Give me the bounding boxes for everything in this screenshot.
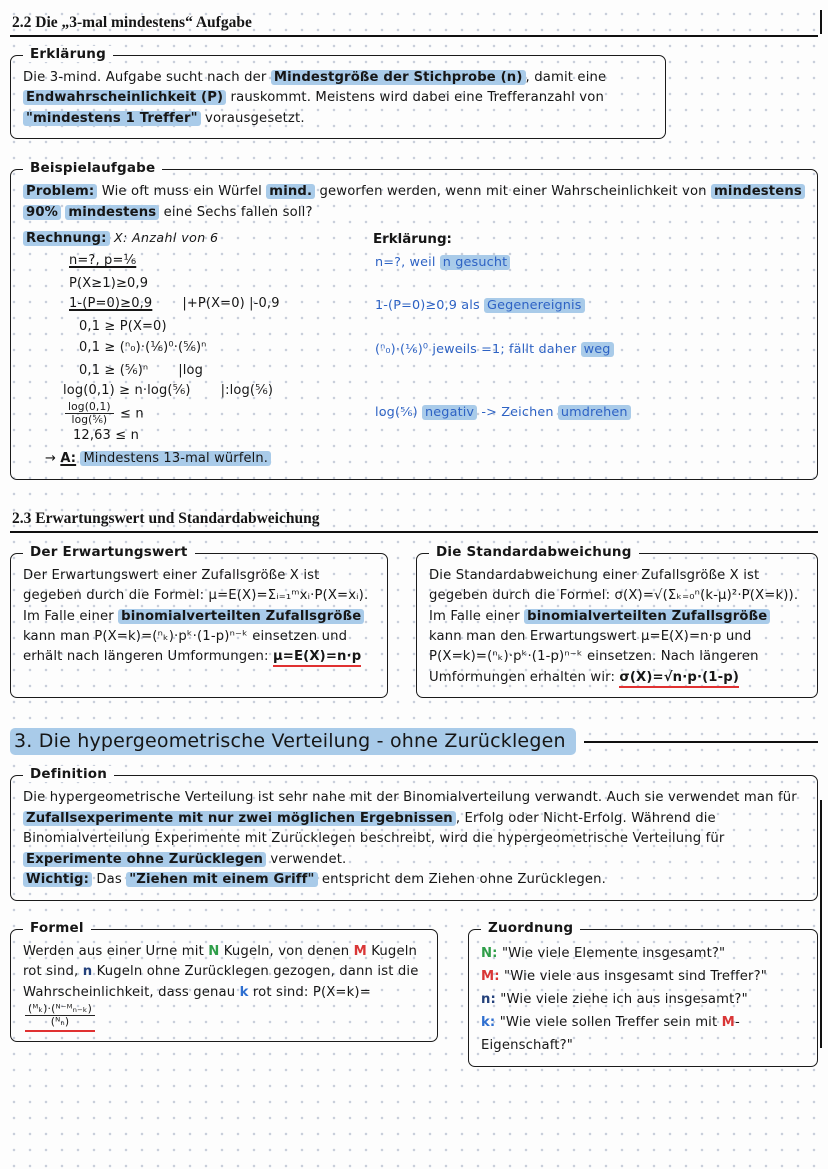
calc-step-math: P(X≥1)≥0,9 (69, 276, 149, 292)
calc-step-note (375, 381, 805, 401)
section-2-3-heading (10, 510, 818, 533)
section-3-heading-text: 3. Die hypergeometrische Verteilung - ohne Zurücklegen (10, 728, 576, 755)
calc-step-row (23, 338, 805, 361)
zuordnung-box (468, 919, 818, 1067)
calc-step-math: 0,1 ≥ (⅚)ⁿ |log (79, 362, 204, 378)
calc-step-note: n=?, weil n gesucht (375, 251, 805, 274)
zuordnung-row-N: N: "Wie viele Elemente insgesamt?" (481, 945, 726, 961)
calc-step-math: 1-(P=0)≥0,9 |+P(X=0) |-0,9 (69, 296, 280, 312)
calc-step-row (23, 426, 805, 446)
formel-text: Werden aus einer Urne mit N Kugeln, von denen M Kugeln rot sind, n Kugeln ohne Zurücklegen gezogen, dann ist die Wahrscheinlichkeit, dass genau k rot sind: P(X=k)= $\frac{\text{(ᴹₖ)·(ᴺ⁻ᴹₙ₋ₖ)}}{\text{(ᴺₙ)}}$ (23, 942, 425, 1032)
definition-box (10, 766, 818, 900)
calc-step-math: 12,63 ≤ n (73, 428, 139, 444)
calc-step-note (375, 317, 805, 337)
calc-step-row (23, 251, 805, 274)
calc-step-note (375, 274, 805, 294)
definition-text-2: Wichtig: Das "Ziehen mit einem Griff" entspricht dem Ziehen ohne Zurücklegen. (23, 870, 805, 890)
formel-box (10, 919, 438, 1042)
definition-text-1: Die hypergeometrische Verteilung ist sehr nahe mit der Binomialverteilung verwandt. Auch sie verwendet man für Zufallsexperimente mit nur zwei möglichen Ergebnissen , Erfolg oder Nicht-Erfolg. Während die Binomialverteilung Experimente mit Zurücklegen beschreibt, wird die hypergeometrische Verteilung für Experimente ohne Zurücklegen verwendet. (23, 790, 797, 867)
definition-box-title: Definition (23, 766, 114, 782)
calc-step-row (23, 361, 805, 381)
erklaerung-box (10, 46, 666, 139)
section-2-3-heading-text: 2.3 Erwartungswert und Standardabweichung (12, 509, 320, 527)
standardabweichung-box-title: Die Standardabweichung (429, 544, 639, 560)
hypergeometric-row (10, 919, 818, 1067)
zuordnung-row-k: k: "Wie viele sollen Treffer sein mit M-Eigenschaft?" (481, 1014, 740, 1053)
zuordnung-row-M: M: "Wie viele aus insgesamt sind Treffer?" (481, 968, 767, 984)
calc-step-math: 0,1 ≥ P(X=0) (79, 319, 167, 335)
erklaerung-column-label: Erklärung: (373, 232, 452, 248)
calc-step-row (23, 274, 805, 294)
erklaerung-box-title: Erklärung (23, 46, 113, 62)
zuordnung-row-n: n: "Wie viele ziehe ich aus insgesamt?" (481, 991, 748, 1007)
calc-step-row (23, 294, 805, 317)
standardabweichung-text: Die Standardabweichung einer Zufallsgröße X ist gegeben durch die Formel: σ(X)=√(Σₖ₌₀ⁿ(k-μ)²·P(X=k)). Im Falle einer binomialverteilten Zufallsgröße kann man den Erwartungswert μ=E(X)=n·p und P(X=k)=(ⁿₖ)·pᵏ·(1-p)ⁿ⁻ᵏ einsetzen. Nach längeren Umformungen erhalten wir: σ(X)=√n·p·(1-p) (429, 566, 805, 689)
calc-step-row (23, 317, 805, 337)
answer-text: → A: Mindestens 13-mal würfeln. (45, 449, 805, 469)
standardabweichung-box (416, 543, 818, 699)
expectation-row (10, 543, 818, 699)
section-2-2-heading-text: 2.2 Die „3-mal mindestens“ Aufgabe (12, 14, 252, 31)
zuordnung-box-title: Zuordnung (481, 920, 580, 936)
formel-box-title: Formel (23, 920, 91, 936)
calc-step-math: log(0,1) ≥ n·log(⅚) |:log(⅚) (63, 382, 274, 398)
section-2-2-heading (10, 14, 818, 37)
calc-step-note (375, 426, 805, 446)
erklaerung-text: Die 3-mind. Aufgabe sucht nach der Mindestgröße der Stichprobe (n) , damit eine Endwahrscheinlichkeit (P) rauskommt. Meistens wird dabei eine Trefferanzahl von "mindestens 1 Treffer" vorausgesetzt. (23, 70, 607, 126)
calc-step-math: n=?, p=⅙ (69, 253, 137, 269)
erwartungswert-text: Der Erwartungswert einer Zufallsgröße X ist gegeben durch die Formel: μ=E(X)=Σᵢ₌₁ᵐxᵢ·P(X=xᵢ). Im Falle einer binomialverteilten Zufallsgröße kann man P(X=k)=(ⁿₖ)·pᵏ·(1-p)ⁿ⁻ᵏ einsetzen und erhält nach längeren Umformungen: μ=E(X)=n·p (23, 566, 375, 668)
margin-tick-right (820, 800, 823, 1048)
calc-step-note: (ⁿ₀)·(⅙)⁰ jeweils =1; fällt daher weg (375, 338, 805, 361)
calc-step-math: $\frac{\log(0,1)}{\text{log(⅚)}}$ ≤ n (23, 401, 375, 427)
calc-step-row (23, 381, 805, 401)
rechnung-row (23, 228, 805, 251)
calc-step-note: 1-(P=0)≥0,9 als Gegenereignis (375, 294, 805, 317)
rechnung-label: Rechnung: X: Anzahl von 6 (23, 228, 373, 251)
erwartungswert-box-title: Der Erwartungswert (23, 544, 195, 560)
problem-text: Problem: Wie oft muss ein Würfel mind. geworfen werden, wenn mit einer Wahrscheinlichkeit von mindestens 90% mindestens eine Sechs fallen soll? (23, 182, 805, 223)
erwartungswert-box (10, 543, 388, 699)
calc-step-note: log(⅚) negativ -> Zeichen umdrehen (375, 401, 805, 427)
calc-step-math: 0,1 ≥ (ⁿ₀)·(⅙)⁰·(⅚)ⁿ (79, 339, 207, 355)
beispielaufgabe-box-title: Beispielaufgabe (23, 160, 162, 176)
margin-tick-top (820, 10, 823, 34)
calc-step-row (23, 401, 805, 427)
section-3-rule (584, 741, 818, 744)
beispielaufgabe-box (10, 160, 818, 479)
calc-step-note (375, 361, 805, 381)
section-3-heading (10, 728, 818, 755)
